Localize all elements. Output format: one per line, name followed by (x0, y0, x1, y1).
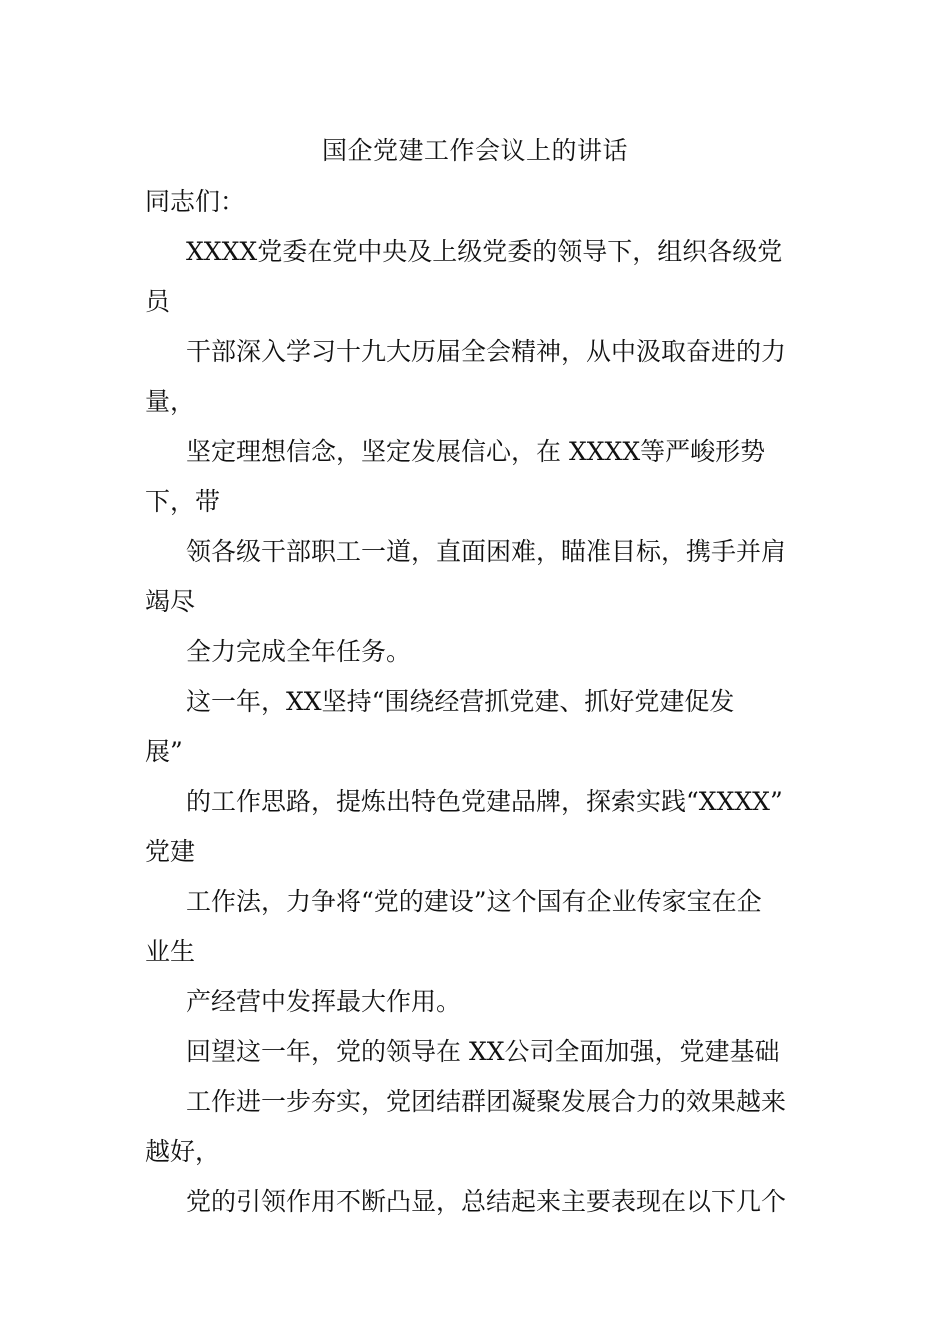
paragraph-line: 领各级干部职工一道，直面困难，瞄准目标，携手并肩 (186, 537, 787, 566)
salutation: 同志们： (145, 187, 246, 216)
paragraph-line: 党的引领作用不断凸显，总结起来主要表现在以下几个 (186, 1187, 787, 1216)
paragraph-line: 竭尽 (145, 587, 196, 616)
paragraph-line: 坚定理想信念，坚定发展信心，在 XXXX等严峻形势 (186, 437, 766, 466)
paragraph-line: 工作法，力争将“党的建设”这个国有企业传家宝在企 (186, 887, 762, 916)
paragraph-line: 干部深入学习十九大历届全会精神，从中汲取奋进的力 (186, 337, 787, 366)
paragraph-line: 工作进一步夯实，党团结群团凝聚发展合力的效果越来 (186, 1087, 787, 1116)
paragraph-line: 全力完成全年任务。 (186, 637, 412, 666)
paragraph-line: 展” (145, 737, 183, 766)
paragraph-line: 回望这一年，党的领导在 XX公司全面加强，党建基础 (186, 1037, 780, 1066)
paragraph-line: 业生 (145, 937, 196, 966)
document-title: 国企党建工作会议上的讲话 (321, 136, 628, 165)
paragraph-line: 员 (145, 287, 171, 316)
paragraph-line: 下，带 (145, 487, 221, 516)
paragraph-line: 这一年，XX坚持“围绕经营抓党建、抓好党建促发 (186, 687, 735, 716)
paragraph-line: 的工作思路，提炼出特色党建品牌，探索实践“XXXX” (186, 787, 783, 816)
paragraph-line: XXXX党委在党中央及上级党委的领导下，组织各级党 (186, 237, 783, 266)
paragraph-line: 越好， (145, 1137, 221, 1166)
paragraph-line: 量， (145, 387, 196, 416)
paragraph-line: 产经营中发挥最大作用。 (186, 987, 462, 1016)
paragraph-line: 党建 (145, 837, 196, 866)
